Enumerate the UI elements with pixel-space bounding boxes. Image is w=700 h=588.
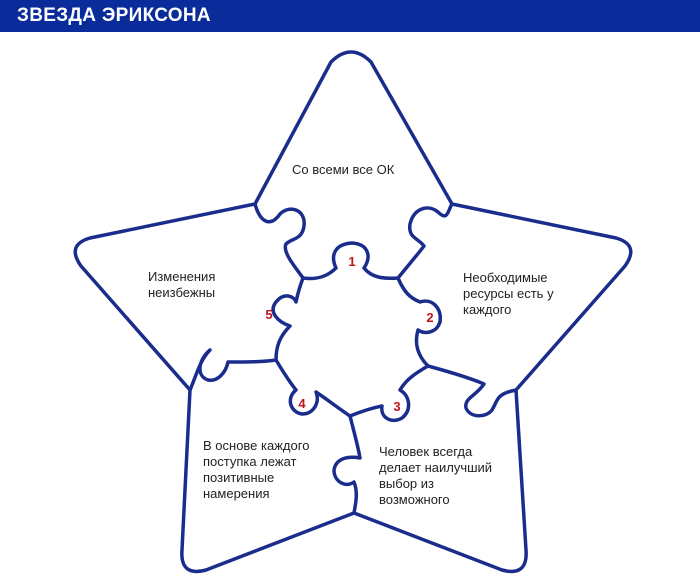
piece-4-number: 4	[298, 396, 306, 411]
piece-3-number: 3	[393, 399, 401, 414]
piece-5-text: Изменения неизбежны	[148, 269, 216, 300]
piece-1-text: Со всеми все ОК	[292, 162, 395, 177]
piece-2-text: Необходимые ресурсы есть у каждого	[463, 270, 554, 317]
piece-5-number: 5	[265, 307, 273, 322]
seam-center-bottom-left	[276, 360, 350, 416]
seam-3-4	[334, 416, 360, 513]
seam-4-5	[190, 350, 276, 390]
seam-1-5	[255, 204, 304, 278]
seam-center-left	[273, 278, 303, 360]
piece-3-text: Человек всегда делает наилучший выбор из возможного	[379, 444, 493, 507]
seam-2-3	[428, 366, 516, 416]
piece-4-text: В основе каждого поступка лежат позитивные намерения	[203, 438, 310, 501]
piece-2-number: 2	[426, 310, 434, 325]
seam-1-2	[398, 204, 452, 278]
page-title: ЗВЕЗДА ЭРИКСОНА	[17, 5, 211, 26]
seam-center-bottom-right	[350, 366, 428, 420]
piece-1-number: 1	[348, 254, 356, 269]
